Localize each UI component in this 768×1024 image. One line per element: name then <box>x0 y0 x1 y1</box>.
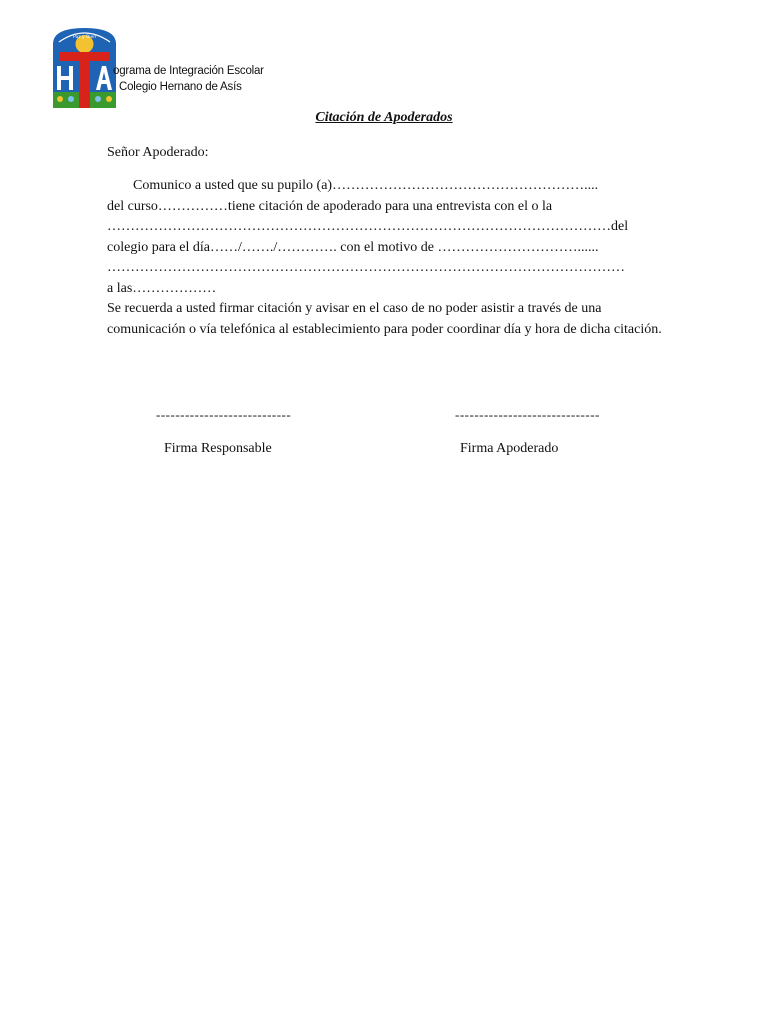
body-paragraph: Se recuerda a usted firmar citación y avisar en el caso de no poder asistir a través de una comunicación o vía telefónica al establecimiento para poder coordinar día y hora de dicha citación. <box>107 301 662 337</box>
salutation: Señor Apoderado: <box>107 145 209 160</box>
signature-label-apoderado: Firma Apoderado <box>460 441 559 456</box>
body-line: ………………………………………………………………………………………………… <box>107 260 625 275</box>
program-name: ograma de Integración Escolar <box>113 65 264 77</box>
signature-line-apoderado: ------------------------------ <box>455 407 600 422</box>
body-line: del curso……………tiene citación de apoderado para una entrevista con el o la <box>107 198 553 214</box>
document-title: Citación de Apoderados <box>315 110 453 125</box>
signature-line-responsable: ---------------------------- <box>156 407 292 422</box>
body-line: colegio para el día……/……./…………. con el motivo de …………………………...... <box>107 239 599 255</box>
document-body <box>107 176 667 340</box>
signature-label-responsable: Firma Responsable <box>164 441 272 456</box>
school-logo-icon <box>51 26 118 110</box>
body-line: ………………………………………………………………………………………………del <box>107 219 629 234</box>
body-line: Comunico a usted que su pupilo (a)……………………………………………….... <box>133 178 599 193</box>
school-header <box>113 63 264 95</box>
school-name: Colegio Hernano de Asís <box>119 81 242 93</box>
body-line: a las……………… <box>107 280 217 296</box>
svg-text:Paz y Bien: Paz y Bien <box>73 35 97 40</box>
